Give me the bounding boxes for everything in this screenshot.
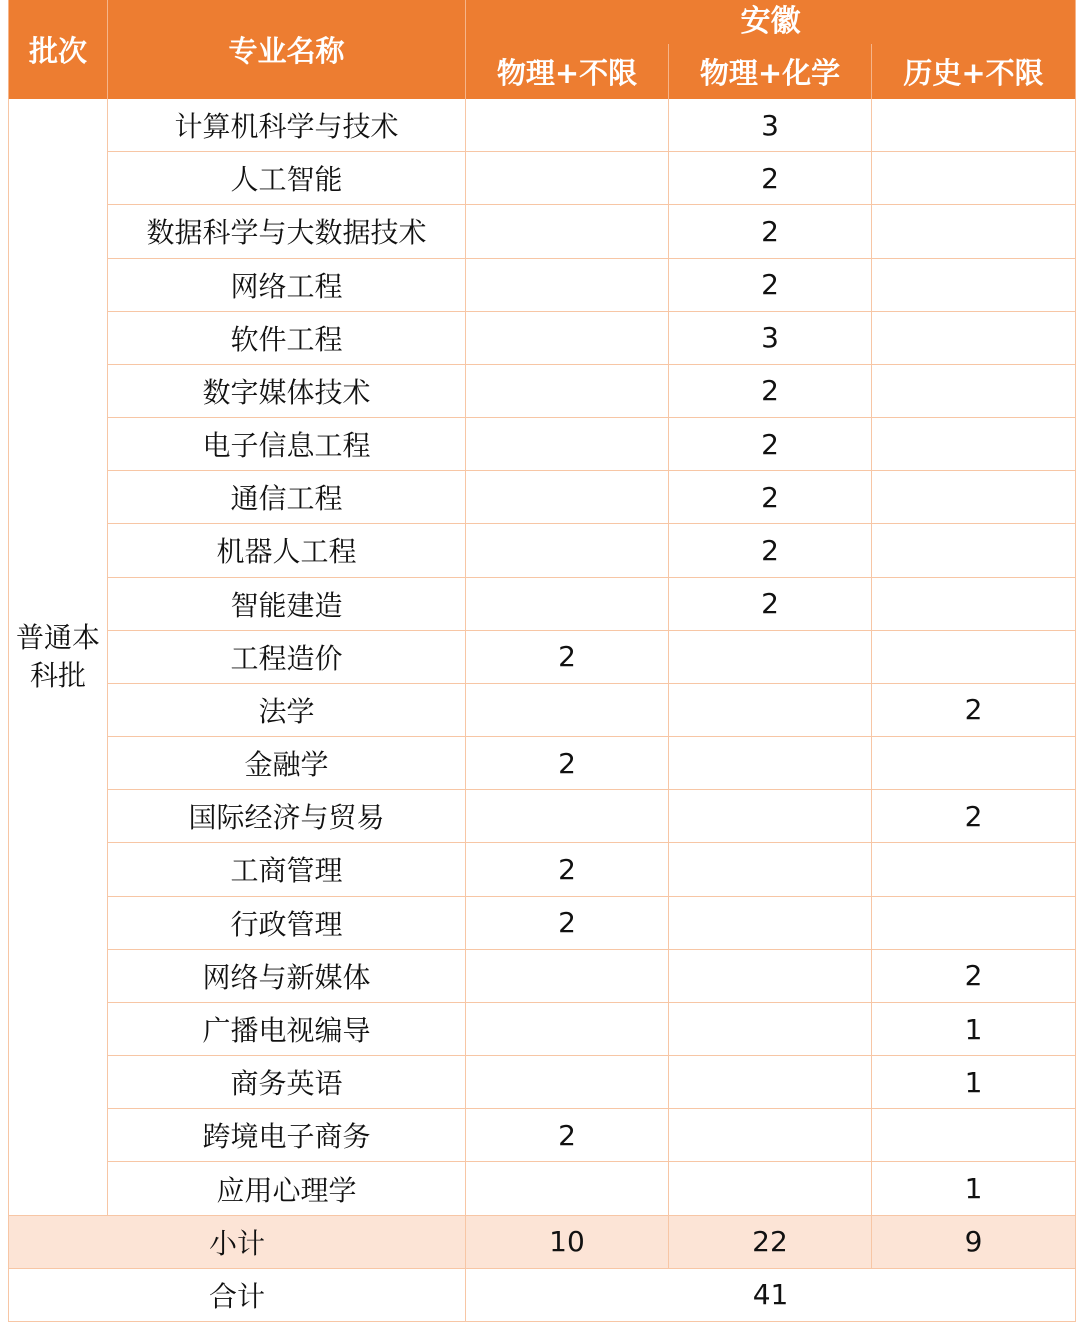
major-name-cell: 机器人工程 [108, 524, 466, 577]
quota-cell: 2 [466, 737, 669, 790]
major-name-cell: 广播电视编导 [108, 1002, 466, 1055]
quota-cell: 2 [872, 790, 1076, 843]
quota-cell [669, 1162, 872, 1215]
subtotal-label: 小计 [9, 1215, 466, 1268]
table-row [9, 896, 1076, 949]
table-row [9, 524, 1076, 577]
quota-cell [466, 524, 669, 577]
quota-cell [669, 843, 872, 896]
table-row [9, 1002, 1076, 1055]
quota-cell [872, 311, 1076, 364]
major-name-cell: 跨境电子商务 [108, 1109, 466, 1162]
table-row [9, 949, 1076, 1002]
major-name-cell: 计算机科学与技术 [108, 99, 466, 152]
quota-cell: 2 [669, 418, 872, 471]
major-name-cell: 行政管理 [108, 896, 466, 949]
quota-cell [669, 683, 872, 736]
quota-cell [669, 1002, 872, 1055]
table-row [9, 1109, 1076, 1162]
quota-cell [466, 311, 669, 364]
quota-cell [669, 1056, 872, 1109]
major-name-cell: 通信工程 [108, 471, 466, 524]
quota-cell: 2 [669, 152, 872, 205]
quota-cell [466, 418, 669, 471]
major-name-cell: 商务英语 [108, 1056, 466, 1109]
major-name-cell: 法学 [108, 683, 466, 736]
major-name-cell: 应用心理学 [108, 1162, 466, 1215]
major-name-cell: 软件工程 [108, 311, 466, 364]
table-row [9, 258, 1076, 311]
quota-cell [872, 896, 1076, 949]
major-name-cell: 数据科学与大数据技术 [108, 205, 466, 258]
major-name-cell: 金融学 [108, 737, 466, 790]
quota-cell [466, 1056, 669, 1109]
quota-cell: 1 [872, 1056, 1076, 1109]
major-name-cell: 数字媒体技术 [108, 364, 466, 417]
table-row [9, 630, 1076, 683]
quota-cell: 2 [669, 205, 872, 258]
header-province: 安徽 [466, 0, 1076, 44]
quota-cell [466, 683, 669, 736]
quota-cell [466, 205, 669, 258]
major-name-cell: 网络工程 [108, 258, 466, 311]
total-row [9, 1268, 1076, 1321]
batch-label: 普通本科批 [15, 620, 100, 692]
table-row [9, 737, 1076, 790]
table-row [9, 99, 1076, 152]
quota-cell: 2 [669, 258, 872, 311]
quota-cell [872, 99, 1076, 152]
table-row [9, 311, 1076, 364]
quota-cell [466, 471, 669, 524]
quota-cell: 2 [466, 896, 669, 949]
major-name-cell: 工商管理 [108, 843, 466, 896]
quota-cell [466, 949, 669, 1002]
quota-cell: 2 [466, 630, 669, 683]
subtotal-value: 22 [669, 1215, 872, 1268]
table-row [9, 152, 1076, 205]
quota-cell [872, 737, 1076, 790]
major-name-cell: 电子信息工程 [108, 418, 466, 471]
quota-cell: 3 [669, 99, 872, 152]
table-row [9, 790, 1076, 843]
major-name-cell: 工程造价 [108, 630, 466, 683]
quota-cell [872, 364, 1076, 417]
quota-cell [669, 737, 872, 790]
quota-cell [466, 99, 669, 152]
quota-cell [872, 630, 1076, 683]
table-row [9, 205, 1076, 258]
quota-cell: 1 [872, 1162, 1076, 1215]
quota-cell [872, 471, 1076, 524]
quota-cell [466, 152, 669, 205]
quota-cell [466, 577, 669, 630]
enrollment-plan-table [8, 0, 1076, 1322]
quota-cell [466, 1162, 669, 1215]
table-row [9, 577, 1076, 630]
quota-cell [872, 418, 1076, 471]
table-body [9, 99, 1076, 1322]
quota-cell: 2 [669, 364, 872, 417]
quota-cell [466, 258, 669, 311]
quota-cell: 2 [466, 843, 669, 896]
subtotal-value: 10 [466, 1215, 669, 1268]
quota-cell: 2 [872, 683, 1076, 736]
table-row [9, 418, 1076, 471]
header-major-name: 专业名称 [108, 0, 466, 99]
header-subject-physics-chemistry: 物理+化学 [669, 44, 872, 99]
table-row [9, 1162, 1076, 1215]
batch-cell [9, 99, 108, 1215]
major-name-cell: 智能建造 [108, 577, 466, 630]
quota-cell: 2 [669, 524, 872, 577]
major-name-cell: 人工智能 [108, 152, 466, 205]
quota-cell [872, 258, 1076, 311]
table-row [9, 683, 1076, 736]
quota-cell: 3 [669, 311, 872, 364]
quota-cell [872, 1109, 1076, 1162]
header-subject-physics-any: 物理+不限 [466, 44, 669, 99]
quota-cell [872, 205, 1076, 258]
quota-cell [466, 364, 669, 417]
quota-cell [872, 577, 1076, 630]
quota-cell [872, 152, 1076, 205]
subtotal-value: 9 [872, 1215, 1076, 1268]
quota-cell [669, 1109, 872, 1162]
quota-cell [466, 1002, 669, 1055]
quota-cell: 2 [669, 471, 872, 524]
header-subject-history-any: 历史+不限 [872, 44, 1076, 99]
total-value: 41 [466, 1268, 1076, 1321]
subtotal-row [9, 1215, 1076, 1268]
quota-cell [872, 843, 1076, 896]
table-row [9, 1056, 1076, 1109]
quota-cell [669, 949, 872, 1002]
quota-cell: 2 [669, 577, 872, 630]
major-name-cell: 网络与新媒体 [108, 949, 466, 1002]
table-row [9, 843, 1076, 896]
quota-cell [466, 790, 669, 843]
table-row [9, 471, 1076, 524]
quota-cell [669, 630, 872, 683]
quota-cell: 2 [466, 1109, 669, 1162]
major-name-cell: 国际经济与贸易 [108, 790, 466, 843]
header-batch: 批次 [9, 0, 108, 99]
quota-cell [669, 790, 872, 843]
quota-cell: 2 [872, 949, 1076, 1002]
quota-cell: 1 [872, 1002, 1076, 1055]
quota-cell [872, 524, 1076, 577]
table-row [9, 364, 1076, 417]
quota-cell [669, 896, 872, 949]
total-label: 合计 [9, 1268, 466, 1321]
